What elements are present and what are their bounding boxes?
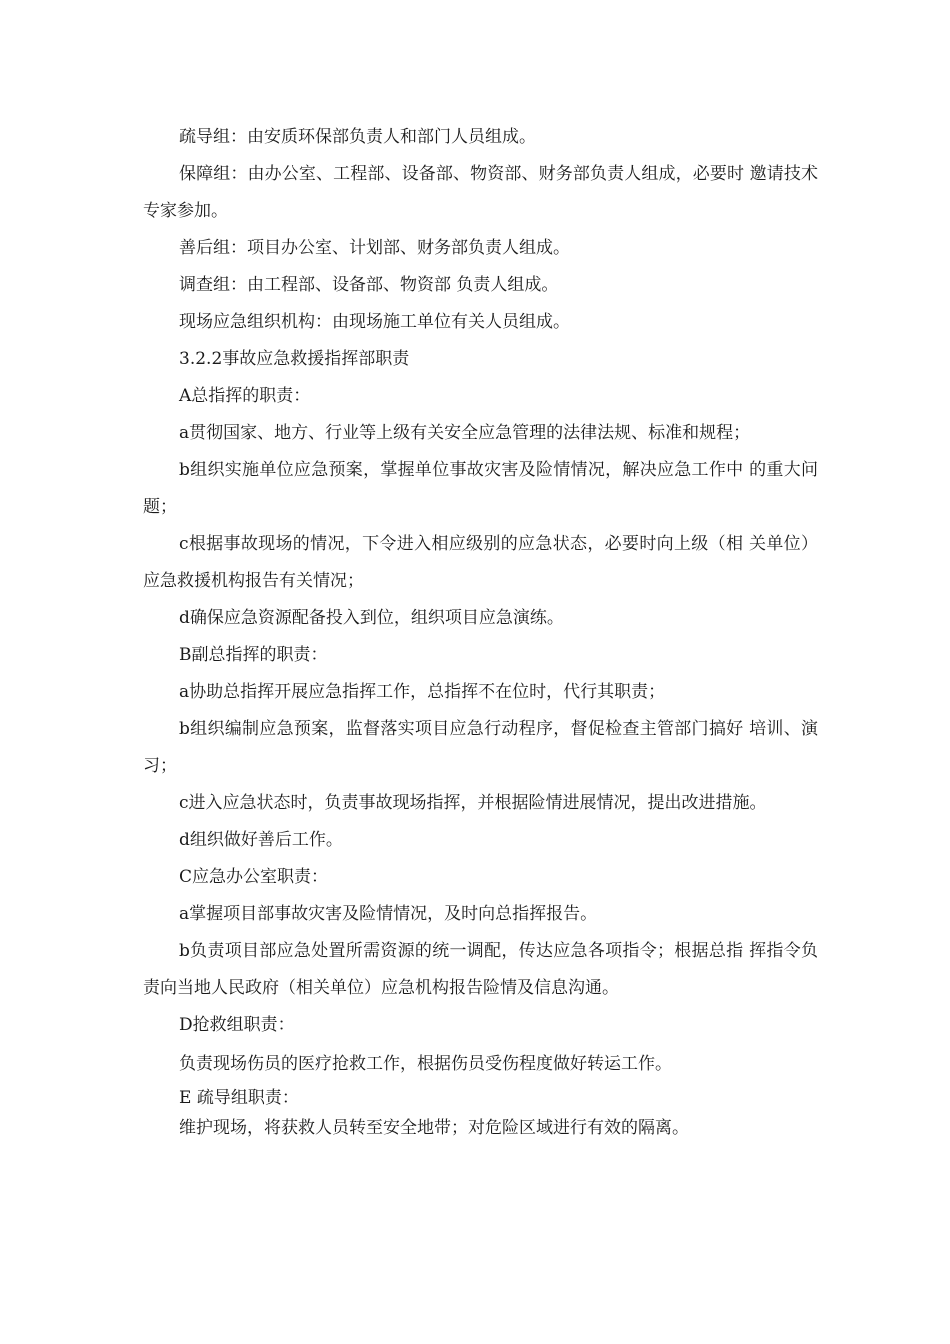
list-item: c根据事故现场的情况，下令进入相应级别的应急状态，必要时向上级（相 关单位）应急救援机构报告有关情况； <box>143 534 818 591</box>
paragraph-investigation-group: 调查组：由工程部、设备部、物资部 负责人组成。 <box>179 275 559 295</box>
subheading-rescue-group-duties: D抢救组职责： <box>179 1015 295 1035</box>
subheading-deputy-commander-duties: B副总指挥的职责： <box>179 645 328 665</box>
list-item: a掌握项目部事故灾害及险情情况，及时向总指挥报告。 <box>179 904 598 924</box>
paragraph-aftermath-group: 善后组：项目办公室、计划部、财务部负责人组成。 <box>179 238 570 258</box>
paragraph-evacuation-group: 疏导组：由安质环保部负责人和部门人员组成。 <box>179 127 536 147</box>
list-item: d确保应急资源配备投入到位，组织项目应急演练。 <box>179 608 564 628</box>
subheading-evacuation-group-duties: E 疏导组职责： <box>179 1088 299 1108</box>
list-item: c进入应急状态时，负责事故现场指挥，并根据险情进展情况，提出改进措施。 <box>179 793 767 813</box>
subheading-commander-duties: A总指挥的职责： <box>179 386 311 406</box>
paragraph-evacuation-group-text: 维护现场，将获救人员转至安全地带；对危险区域进行有效的隔离。 <box>179 1118 689 1138</box>
list-item: b组织编制应急预案，监督落实项目应急行动程序，督促检查主管部门搞好 培训、演习； <box>143 719 818 776</box>
document-body <box>143 119 818 1143</box>
list-item: a协助总指挥开展应急指挥工作，总指挥不在位时，代行其职责； <box>179 682 666 702</box>
paragraph-support-group: 保障组：由办公室、工程部、设备部、物资部、财务部负责人组成，必要时 邀请技术专家参加。 <box>143 164 818 221</box>
list-item: d组织做好善后工作。 <box>179 830 343 850</box>
list-item: b组织实施单位应急预案，掌握单位事故灾害及险情情况，解决应急工作中 的重大问题； <box>143 460 818 517</box>
paragraph-rescue-group-text: 负责现场伤员的医疗抢救工作，根据伤员受伤程度做好转运工作。 <box>179 1054 672 1074</box>
subheading-emergency-office-duties: C应急办公室职责： <box>179 867 329 887</box>
list-item: b负责项目部应急处置所需资源的统一调配，传达应急各项指令；根据总指 挥指令负责向当地人民政府（相关单位）应急机构报告险情及信息沟通。 <box>143 941 818 998</box>
paragraph-onsite-organization: 现场应急组织机构：由现场施工单位有关人员组成。 <box>179 312 570 332</box>
section-heading-3-2-2: 3.2.2事故应急救援指挥部职责 <box>179 349 410 369</box>
list-item: a贯彻国家、地方、行业等上级有关安全应急管理的法律法规、标准和规程； <box>179 423 751 443</box>
